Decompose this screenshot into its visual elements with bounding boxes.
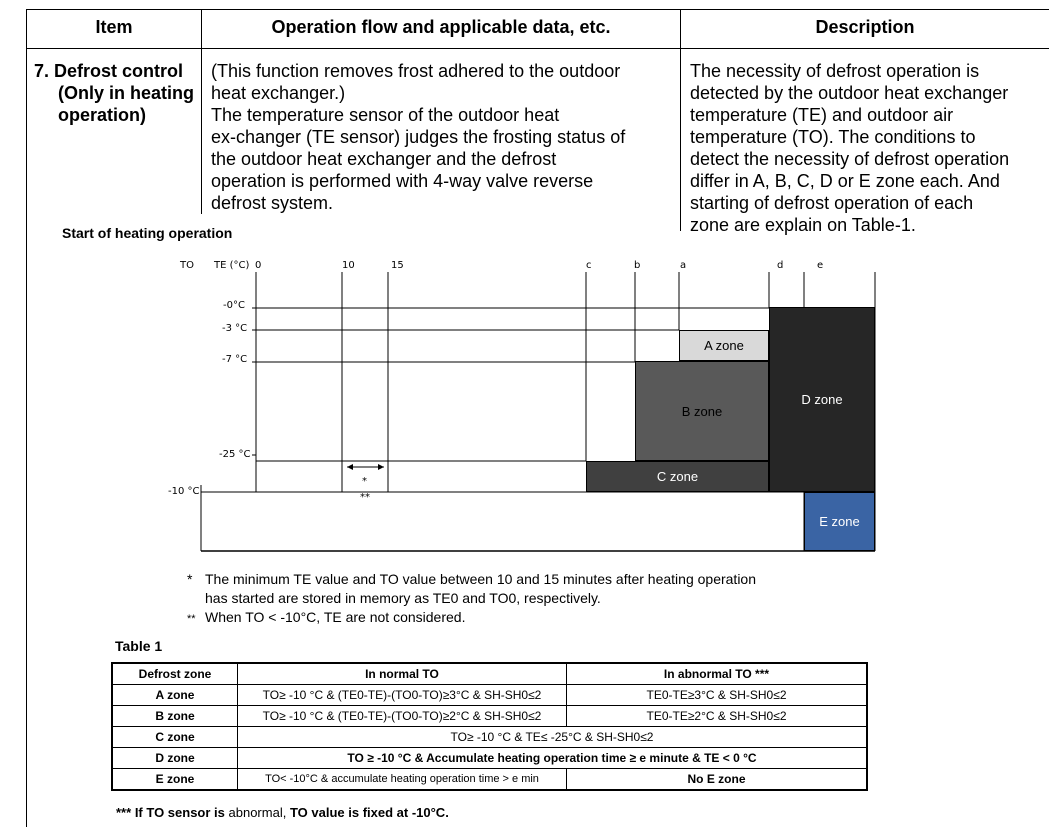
flow-line: the outdoor heat exchanger and the defrost xyxy=(211,149,557,169)
row-zone: D zone xyxy=(112,748,238,769)
table-row xyxy=(112,685,867,706)
arrow-head-right xyxy=(378,464,384,470)
time-10-label: 10 xyxy=(342,260,355,271)
note-2-mark: ** xyxy=(187,613,196,625)
header-item: Item xyxy=(95,17,133,37)
star-note-mark: * xyxy=(362,476,367,487)
row-normal: TO< -10°C & accumulate heating operation time > e min xyxy=(238,769,567,791)
description-line: temperature (TE) and outdoor air xyxy=(690,105,954,125)
zone-e: E zone xyxy=(804,492,875,551)
zone-b: B zone xyxy=(635,361,769,461)
flow-line: defrost system. xyxy=(211,193,334,213)
to-tick-10: -10 °C xyxy=(168,486,200,497)
description-line: detect the necessity of defrost operation xyxy=(690,149,1010,169)
item-line-3: operation) xyxy=(58,105,146,125)
time-zero-label: 0 xyxy=(255,260,262,271)
row-normal: TO≥ -10 °C & (TE0-TE)-(TO0-TO)≥2°C & SH-SH0≤2 xyxy=(238,706,567,727)
description-line: detected by the outdoor heat exchanger xyxy=(690,83,1009,103)
te-tick-25: -25 °C xyxy=(219,449,251,460)
flow-line: The temperature sensor of the outdoor heat xyxy=(211,105,560,125)
header-description: Description xyxy=(815,17,915,37)
row-abnormal: TE0-TE≥3°C & SH-SH0≤2 xyxy=(567,685,868,706)
to-axis-label: TO xyxy=(180,260,194,271)
note-2 xyxy=(187,609,465,625)
row-zone: E zone xyxy=(112,769,238,791)
note-1-mark: * xyxy=(187,571,193,587)
table-head-normal: In normal TO xyxy=(238,663,567,685)
note-1-line-2: has started are stored in memory as TE0 and TO0, respectively. xyxy=(205,590,601,606)
row-zone: B zone xyxy=(112,706,238,727)
mark-b-label: b xyxy=(634,260,641,271)
header-operation-flow: Operation flow and applicable data, etc. xyxy=(271,17,611,37)
table-row xyxy=(112,727,867,748)
footnote-b: abnormal, xyxy=(228,805,287,820)
table-header-row xyxy=(112,663,867,685)
item-line-2: (Only in heating xyxy=(58,83,195,103)
row-merged: TO ≥ -10 °C & Accumulate heating operation time ≥ e minute & TE < 0 °C xyxy=(238,748,868,769)
diagram-title: Start of heating operation xyxy=(62,225,233,241)
zone-a: A zone xyxy=(679,330,769,361)
arrow-head-left xyxy=(347,464,353,470)
description-line: differ in A, B, C, D or E zone each. And xyxy=(690,171,1000,191)
footnote-mark: *** xyxy=(116,805,132,820)
table-head-abnormal: In abnormal TO *** xyxy=(567,663,868,685)
te-tick-7: -7 °C xyxy=(222,354,248,365)
table-row xyxy=(112,706,867,727)
note-1 xyxy=(187,570,756,608)
mark-e-label: e xyxy=(817,260,824,271)
defrost-zone-table xyxy=(111,662,868,791)
flow-line: operation is performed with 4-way valve reverse xyxy=(211,171,594,191)
description-line: starting of defrost operation of each xyxy=(690,193,974,213)
footnote-c: TO value is fixed at -10°C. xyxy=(289,805,449,820)
te-axis-label: TE (°C) xyxy=(214,260,250,271)
table-head-zone: Defrost zone xyxy=(112,663,238,685)
description-line: temperature (TO). The conditions to xyxy=(690,127,976,147)
mark-d-label: d xyxy=(777,260,784,271)
row-abnormal: TE0-TE≥2°C & SH-SH0≤2 xyxy=(567,706,868,727)
flow-line: heat exchanger.) xyxy=(211,83,346,103)
flow-line: ex-changer (TE sensor) judges the frosting status of xyxy=(211,127,626,147)
table-caption: Table 1 xyxy=(115,638,163,654)
table-row xyxy=(112,769,867,791)
row-zone: A zone xyxy=(112,685,238,706)
row-abnormal: No E zone xyxy=(567,769,868,791)
mark-c-label: c xyxy=(586,260,592,271)
te-tick-0: -0°C xyxy=(223,300,245,311)
time-15-label: 15 xyxy=(391,260,404,271)
table-footnote xyxy=(116,805,449,820)
zone-c: C zone xyxy=(586,461,769,492)
table-row xyxy=(112,748,867,769)
zone-d: D zone xyxy=(769,307,875,492)
footnote-a: If TO sensor is xyxy=(134,805,225,820)
row-merged: TO≥ -10 °C & TE≤ -25°C & SH-SH0≤2 xyxy=(238,727,868,748)
row-zone: C zone xyxy=(112,727,238,748)
double-star-note-mark: ** xyxy=(360,492,370,503)
te-tick-3: -3 °C xyxy=(222,323,248,334)
row-normal: TO≥ -10 °C & (TE0-TE)-(TO0-TO)≥3°C & SH-SH0≤2 xyxy=(238,685,567,706)
flow-line: (This function removes frost adhered to the outdoor xyxy=(211,61,621,81)
note-1-line-1: The minimum TE value and TO value between 10 and 15 minutes after heating operation xyxy=(205,571,757,587)
item-line-1: 7. Defrost control xyxy=(34,61,184,81)
description-line: zone are explain on Table-1. xyxy=(690,215,916,235)
note-2-text: When TO < -10°C, TE are not considered. xyxy=(205,609,466,625)
description-line: The necessity of defrost operation is xyxy=(690,61,980,81)
mark-a-label: a xyxy=(680,260,687,271)
